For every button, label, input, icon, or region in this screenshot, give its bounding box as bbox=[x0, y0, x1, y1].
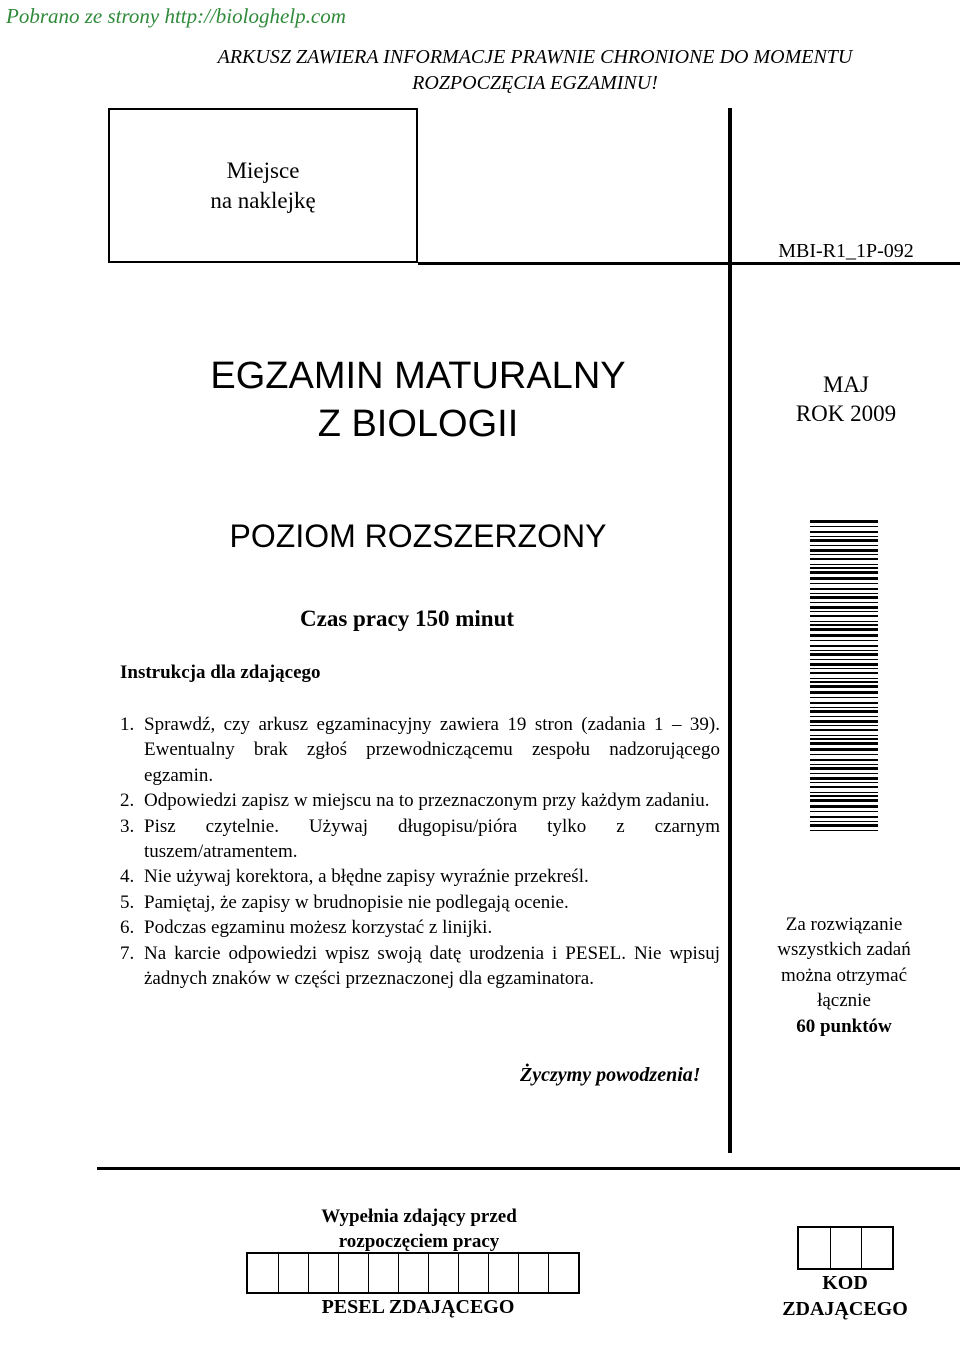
barcode-bar bbox=[810, 725, 878, 726]
pesel-digit-box[interactable] bbox=[338, 1254, 368, 1292]
barcode-bar bbox=[810, 681, 878, 683]
barcode-bar bbox=[810, 805, 878, 808]
instruction-item: 5. Pamiętaj, że zapisy w brudnopisie nie podlegają ocenie. bbox=[120, 891, 569, 913]
barcode-bar bbox=[810, 520, 878, 523]
pesel-digit-box[interactable] bbox=[308, 1254, 338, 1292]
barcode-bar bbox=[810, 824, 878, 827]
barcode-bar bbox=[810, 707, 878, 708]
barcode-bar bbox=[810, 738, 878, 740]
barcode-bar bbox=[810, 716, 878, 717]
pesel-digit-box[interactable] bbox=[278, 1254, 308, 1292]
pesel-digit-box[interactable] bbox=[458, 1254, 488, 1292]
barcode-bar bbox=[810, 782, 878, 783]
code-digit-box[interactable] bbox=[830, 1228, 861, 1268]
barcode-bar bbox=[810, 634, 878, 637]
points-total: 60 punktów bbox=[796, 1015, 892, 1037]
barcode-bar bbox=[810, 702, 878, 704]
barcode-bar bbox=[810, 571, 878, 574]
instruction-item: 3. Pisz czytelnie. Używaj długopisu/pióra tylko z czarnym tuszem/atramentem. bbox=[120, 815, 720, 863]
barcode-bar bbox=[810, 720, 878, 723]
barcode-bar bbox=[810, 545, 878, 546]
barcode-bar bbox=[810, 536, 878, 537]
instruction-item: 6. Podczas egzaminu możesz korzystać z linijki. bbox=[120, 917, 493, 939]
pesel-digit-box[interactable] bbox=[548, 1254, 578, 1292]
barcode-bar bbox=[810, 526, 878, 527]
instruction-item: 2. Odpowiedzi zapisz w miejscu na to przeznaczonym przy każdym zadaniu. bbox=[120, 790, 710, 812]
pesel-digit-box[interactable] bbox=[428, 1254, 458, 1292]
barcode-bar bbox=[810, 691, 878, 694]
exam-code: MBI-R1_1P-092 bbox=[778, 240, 914, 262]
pesel-digit-box[interactable] bbox=[398, 1254, 428, 1292]
points-line: wszystkich zadań bbox=[777, 939, 911, 961]
barcode-bar bbox=[810, 759, 878, 761]
instruction-item: 7. Na karcie odpowiedzi wpisz swoją datę urodzenia i PESEL. Nie wpisuj żadnych znaków w części przeznaczonej dla egzaminatora. bbox=[120, 942, 720, 990]
code-label-line: KOD bbox=[822, 1272, 868, 1294]
barcode-bar bbox=[810, 816, 878, 818]
instruction-item: 4. Nie używaj korektora, a błędne zapisy wyraźnie przekreśl. bbox=[120, 866, 589, 888]
barcode-bar bbox=[810, 729, 878, 731]
barcode-bar bbox=[810, 621, 878, 622]
barcode-bar bbox=[810, 640, 878, 641]
title-line-1: EGZAMIN MATURALNY bbox=[210, 355, 626, 397]
pesel-label: PESEL ZDAJĄCEGO bbox=[321, 1296, 515, 1318]
barcode-bar bbox=[810, 624, 878, 626]
sticker-line-1: Miejsce bbox=[226, 157, 300, 183]
points-line: można otrzymać bbox=[780, 964, 908, 986]
sticker-placeholder bbox=[108, 108, 418, 263]
barcode-bar bbox=[810, 615, 878, 617]
good-luck-message: Życzymy powodzenia! bbox=[520, 1064, 701, 1086]
barcode-bar bbox=[810, 668, 878, 669]
barcode-bar bbox=[810, 628, 878, 631]
fill-note-line: Wypełnia zdający przed bbox=[321, 1206, 517, 1227]
barcode-bar bbox=[810, 588, 878, 590]
barcode-bar bbox=[810, 767, 878, 770]
barcode-bar bbox=[810, 830, 878, 831]
pesel-digit-box[interactable] bbox=[488, 1254, 518, 1292]
barcode-bar bbox=[810, 567, 878, 569]
barcode-bar bbox=[810, 650, 878, 651]
barcode-bar bbox=[810, 593, 878, 594]
pesel-boxes[interactable] bbox=[246, 1252, 580, 1294]
barcode-bar bbox=[810, 659, 878, 660]
barcode-bar bbox=[810, 611, 878, 612]
code-label-line: ZDAJĄCEGO bbox=[782, 1298, 908, 1320]
exam-level: POZIOM ROZSZERZONY bbox=[229, 518, 607, 554]
barcode-bar bbox=[810, 742, 878, 745]
notice-line-1: ARKUSZ ZAWIERA INFORMACJE PRAWNIE CHRONIONE DO MOMENTU bbox=[217, 46, 853, 68]
barcode-bar bbox=[810, 811, 878, 812]
barcode-bar bbox=[810, 748, 878, 751]
code-digit-box[interactable] bbox=[861, 1228, 892, 1268]
barcode-bar bbox=[810, 531, 878, 533]
session-year: ROK 2009 bbox=[795, 401, 897, 426]
pesel-digit-box[interactable] bbox=[518, 1254, 548, 1292]
barcode-bar bbox=[810, 558, 878, 560]
exam-duration: Czas pracy 150 minut bbox=[300, 606, 515, 631]
exam-session bbox=[732, 370, 960, 428]
barcode-bar bbox=[810, 795, 878, 797]
barcode-bar bbox=[810, 653, 878, 656]
barcode-bar bbox=[810, 596, 878, 599]
barcode bbox=[810, 520, 878, 832]
barcode-bar bbox=[810, 685, 878, 688]
barcode-bar bbox=[810, 564, 878, 565]
code-label bbox=[760, 1270, 930, 1322]
barcode-bar bbox=[810, 554, 878, 555]
instructions-list bbox=[120, 712, 720, 991]
session-month: MAJ bbox=[822, 372, 869, 397]
barcode-bar bbox=[810, 602, 878, 603]
barcode-bar bbox=[810, 735, 878, 736]
barcode-bar bbox=[810, 678, 878, 679]
fill-note-line: rozpoczęciem pracy bbox=[338, 1231, 500, 1252]
sticker-line-2: na naklejkę bbox=[210, 187, 316, 213]
barcode-bar bbox=[810, 710, 878, 713]
barcode-bar bbox=[810, 764, 878, 765]
barcode-bar bbox=[810, 697, 878, 698]
barcode-bar bbox=[810, 754, 878, 755]
barcode-bar bbox=[810, 777, 878, 780]
title-line-2: Z BIOLOGII bbox=[317, 403, 519, 445]
source-link[interactable]: Pobrano ze strony http://biologhelp.com bbox=[6, 4, 346, 28]
points-line: łącznie bbox=[817, 990, 871, 1012]
barcode-bar bbox=[810, 821, 878, 822]
pesel-digit-box[interactable] bbox=[368, 1254, 398, 1292]
barcode-bar bbox=[810, 606, 878, 609]
barcode-bar bbox=[810, 539, 878, 542]
barcode-bar bbox=[810, 577, 878, 580]
barcode-bar bbox=[810, 792, 878, 793]
code-digit-box[interactable] bbox=[799, 1228, 830, 1268]
barcode-bar bbox=[810, 549, 878, 552]
barcode-bar bbox=[810, 645, 878, 647]
instruction-item: 1. Sprawdź, czy arkusz egzaminacyjny zawiera 19 stron (zadania 1 – 39). Ewentualny brak zgłoś przewodniczącemu zespołu nadzorującego egzamin. bbox=[120, 714, 720, 786]
fill-note bbox=[290, 1204, 548, 1254]
barcode-bar bbox=[810, 663, 878, 666]
points-line: Za rozwiązanie bbox=[785, 914, 903, 935]
notice-line-2: ROZPOCZĘCIA EGZAMINU! bbox=[412, 72, 658, 94]
instructions-heading: Instrukcja dla zdającego bbox=[120, 662, 321, 683]
barcode-bar bbox=[810, 672, 878, 674]
barcode-bar bbox=[810, 583, 878, 584]
pesel-digit-box[interactable] bbox=[248, 1254, 278, 1292]
points-info bbox=[744, 912, 944, 1039]
code-boxes[interactable] bbox=[797, 1226, 894, 1270]
barcode-bar bbox=[810, 786, 878, 788]
barcode-bar bbox=[810, 799, 878, 802]
horizontal-divider-bottom bbox=[97, 1167, 960, 1170]
confidentiality-notice bbox=[160, 44, 910, 96]
exam-title bbox=[108, 352, 728, 448]
barcode-bar bbox=[810, 773, 878, 774]
